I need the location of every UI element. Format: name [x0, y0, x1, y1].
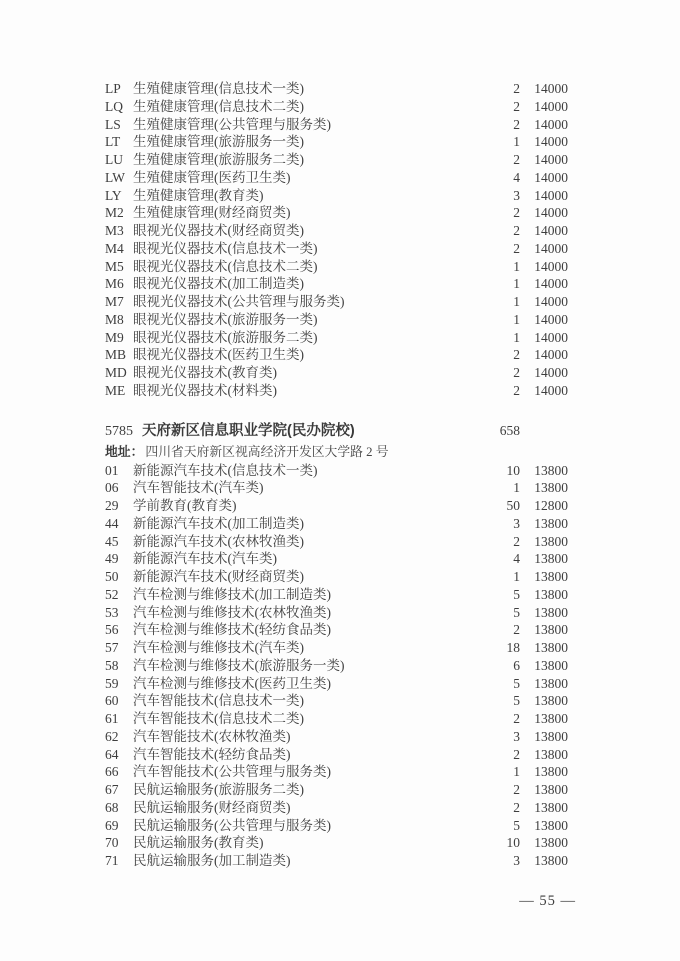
program-name: 生殖健康管理(财经商贸类) — [133, 205, 291, 221]
program-name: 眼视光仪器技术(加工制造类) — [133, 276, 304, 292]
program-quota: 3 — [513, 728, 520, 744]
program-fee: 14000 — [534, 187, 568, 203]
program-name: 眼视光仪器技术(公共管理与服务类) — [133, 294, 345, 309]
program-quota: 2 — [513, 205, 520, 221]
program-name: 眼视光仪器技术(旅游服务一类) — [133, 311, 318, 327]
program-fee: 14000 — [534, 276, 568, 292]
program-row — [105, 728, 568, 746]
program-fee: 14000 — [534, 347, 568, 363]
program-fee: 14000 — [534, 258, 568, 274]
program-quota: 2 — [513, 711, 520, 726]
program-code: 01 — [105, 462, 119, 478]
program-name: 眼视光仪器技术(教育类) — [133, 365, 277, 380]
program-code: M8 — [105, 311, 124, 327]
program-quota: 10 — [506, 462, 520, 478]
program-row — [105, 586, 568, 604]
program-fee: 13800 — [534, 799, 568, 815]
program-row — [105, 834, 568, 852]
program-code: 61 — [105, 711, 119, 726]
program-row — [105, 746, 568, 764]
program-name: 眼视光仪器技术(旅游服务二类) — [133, 329, 318, 345]
program-row — [105, 497, 568, 515]
program-quota: 10 — [506, 835, 520, 851]
program-fee: 13800 — [534, 728, 568, 744]
program-row — [105, 133, 568, 151]
program-quota: 2 — [513, 382, 520, 398]
program-name: 生殖健康管理(信息技术二类) — [133, 98, 304, 114]
page-number: — 55 — — [519, 893, 576, 909]
institution-total-count: 658 — [499, 422, 520, 438]
program-name: 生殖健康管理(医药卫生类) — [133, 169, 291, 185]
program-fee: 14000 — [534, 152, 568, 167]
program-code: M2 — [105, 205, 124, 221]
program-code: M5 — [105, 258, 124, 274]
institution-code: 5785 — [105, 423, 133, 439]
program-name: 汽车智能技术(轻纺食品类) — [133, 746, 291, 762]
program-quota: 1 — [513, 276, 520, 292]
program-fee: 13800 — [534, 569, 568, 584]
program-row — [105, 639, 568, 657]
program-quota: 2 — [513, 240, 520, 256]
program-name: 眼视光仪器技术(医药卫生类) — [133, 347, 304, 363]
program-code: 29 — [105, 498, 119, 513]
program-code: LY — [105, 187, 122, 203]
program-name: 生殖健康管理(教育类) — [133, 187, 264, 203]
program-name: 汽车检测与维修技术(加工制造类) — [133, 586, 331, 602]
program-name: 民航运输服务(加工制造类) — [133, 853, 291, 868]
program-code: LP — [105, 81, 121, 96]
program-code: 62 — [105, 728, 119, 744]
program-fee: 13800 — [534, 657, 568, 673]
program-code: LU — [105, 152, 123, 167]
program-name: 汽车检测与维修技术(汽车类) — [133, 640, 304, 655]
program-name: 汽车检测与维修技术(旅游服务一类) — [133, 657, 345, 673]
program-name: 民航运输服务(旅游服务二类) — [133, 782, 304, 797]
program-row — [105, 604, 568, 622]
program-fee: 13800 — [534, 817, 568, 833]
program-row — [105, 568, 568, 586]
address-text: 四川省天府新区视高经济开发区大学路 2 号 — [145, 444, 389, 459]
program-code: 69 — [105, 817, 119, 833]
program-fee: 14000 — [534, 205, 568, 221]
program-name: 生殖健康管理(旅游服务二类) — [133, 152, 304, 167]
program-quota: 1 — [513, 294, 520, 309]
program-quota: 6 — [513, 657, 520, 673]
program-quota: 1 — [513, 764, 520, 780]
program-row — [105, 817, 568, 835]
program-code: 44 — [105, 515, 119, 531]
program-fee: 13800 — [534, 764, 568, 780]
program-code: 70 — [105, 835, 119, 851]
program-code: LT — [105, 134, 121, 150]
program-quota: 2 — [513, 152, 520, 167]
program-quota: 4 — [513, 551, 520, 567]
program-quota: 2 — [513, 98, 520, 114]
program-quota: 2 — [513, 347, 520, 363]
program-fee: 14000 — [534, 116, 568, 132]
program-fee: 14000 — [534, 223, 568, 238]
program-row — [105, 204, 568, 222]
program-code: MD — [105, 365, 127, 380]
program-quota: 5 — [513, 586, 520, 602]
program-name: 新能源汽车技术(汽车类) — [133, 551, 277, 567]
program-row — [105, 799, 568, 817]
program-row — [105, 462, 568, 480]
program-fee: 13800 — [534, 782, 568, 797]
program-name: 民航运输服务(教育类) — [133, 835, 264, 851]
program-name: 汽车检测与维修技术(农林牧渔类) — [133, 604, 331, 620]
program-quota: 2 — [513, 81, 520, 96]
program-name: 民航运输服务(财经商贸类) — [133, 799, 291, 815]
program-fee: 12800 — [534, 498, 568, 513]
program-fee: 14000 — [534, 382, 568, 398]
program-row — [105, 311, 568, 329]
program-code: LW — [105, 169, 125, 185]
program-row — [105, 187, 568, 205]
program-name: 汽车智能技术(汽车类) — [133, 480, 264, 496]
program-code: M6 — [105, 276, 124, 292]
program-fee: 13800 — [534, 853, 568, 868]
program-row — [105, 329, 568, 347]
program-row — [105, 692, 568, 710]
program-fee: 13800 — [534, 711, 568, 726]
program-code: 06 — [105, 480, 119, 496]
program-name: 新能源汽车技术(加工制造类) — [133, 515, 304, 531]
program-row — [105, 275, 568, 293]
program-code: 45 — [105, 533, 119, 549]
program-fee: 13800 — [534, 462, 568, 478]
program-row — [105, 550, 568, 568]
program-name: 民航运输服务(公共管理与服务类) — [133, 817, 331, 833]
program-fee: 14000 — [534, 98, 568, 114]
program-quota: 1 — [513, 480, 520, 496]
program-row — [105, 710, 568, 728]
program-row — [105, 151, 568, 169]
program-quota: 2 — [513, 782, 520, 797]
program-code: M7 — [105, 294, 124, 309]
program-code: 60 — [105, 693, 119, 709]
program-code: LQ — [105, 98, 123, 114]
program-row — [105, 763, 568, 781]
program-quota: 2 — [513, 116, 520, 132]
program-fee: 14000 — [534, 365, 568, 380]
program-quota: 1 — [513, 329, 520, 345]
program-name: 新能源汽车技术(财经商贸类) — [133, 569, 304, 584]
program-row — [105, 852, 568, 870]
program-row — [105, 364, 568, 382]
program-quota: 1 — [513, 569, 520, 584]
program-row — [105, 169, 568, 187]
program-quota: 1 — [513, 311, 520, 327]
program-quota: 5 — [513, 604, 520, 620]
program-quota: 5 — [513, 693, 520, 709]
program-quota: 1 — [513, 134, 520, 150]
program-fee: 13800 — [534, 604, 568, 620]
program-row — [105, 675, 568, 693]
institution-header — [105, 421, 568, 442]
program-code: MB — [105, 347, 127, 363]
program-fee: 13800 — [534, 693, 568, 709]
program-row — [105, 533, 568, 551]
program-row — [105, 479, 568, 497]
program-fee: 14000 — [534, 240, 568, 256]
program-code: M3 — [105, 223, 124, 238]
program-fee: 14000 — [534, 294, 568, 309]
program-name: 生殖健康管理(公共管理与服务类) — [133, 116, 331, 132]
program-code: 71 — [105, 853, 119, 868]
program-quota: 5 — [513, 817, 520, 833]
program-quota: 2 — [513, 365, 520, 380]
program-row — [105, 222, 568, 240]
program-row — [105, 98, 568, 116]
program-name: 汽车检测与维修技术(医药卫生类) — [133, 675, 331, 691]
program-row — [105, 382, 568, 400]
program-fee: 14000 — [534, 311, 568, 327]
program-name: 眼视光仪器技术(信息技术一类) — [133, 240, 318, 256]
program-fee: 13800 — [534, 675, 568, 691]
program-code: 56 — [105, 622, 119, 638]
program-fee: 13800 — [534, 515, 568, 531]
program-rows-section-2 — [105, 462, 568, 870]
program-code: LS — [105, 116, 121, 132]
program-name: 眼视光仪器技术(材料类) — [133, 382, 277, 398]
program-quota: 2 — [513, 746, 520, 762]
program-code: 58 — [105, 657, 119, 673]
program-code: 59 — [105, 675, 119, 691]
institution-name: 天府新区信息职业学院(民办院校) — [142, 422, 355, 439]
program-code: 49 — [105, 551, 119, 567]
program-fee: 14000 — [534, 169, 568, 185]
program-name: 汽车检测与维修技术(轻纺食品类) — [133, 622, 331, 638]
program-fee: 14000 — [534, 134, 568, 150]
program-name: 汽车智能技术(信息技术一类) — [133, 693, 304, 709]
program-code: 50 — [105, 569, 119, 584]
page-content — [105, 80, 568, 870]
program-quota: 2 — [513, 799, 520, 815]
program-row — [105, 515, 568, 533]
program-row — [105, 116, 568, 134]
program-fee: 13800 — [534, 551, 568, 567]
program-code: 68 — [105, 799, 119, 815]
program-row — [105, 621, 568, 639]
program-name: 学前教育(教育类) — [133, 498, 237, 513]
program-code: 53 — [105, 604, 119, 620]
institution-address-line — [105, 442, 568, 462]
program-name: 生殖健康管理(信息技术一类) — [133, 81, 304, 96]
program-code: 66 — [105, 764, 119, 780]
program-quota: 2 — [513, 533, 520, 549]
program-code: M4 — [105, 240, 124, 256]
program-fee: 14000 — [534, 81, 568, 96]
program-name: 汽车智能技术(农林牧渔类) — [133, 728, 291, 744]
program-quota: 4 — [513, 169, 520, 185]
program-fee: 13800 — [534, 533, 568, 549]
program-quota: 50 — [506, 498, 520, 513]
program-row — [105, 258, 568, 276]
program-quota: 3 — [513, 853, 520, 868]
program-fee: 13800 — [534, 622, 568, 638]
program-code: 52 — [105, 586, 119, 602]
program-fee: 14000 — [534, 329, 568, 345]
program-row — [105, 346, 568, 364]
program-quota: 3 — [513, 187, 520, 203]
program-name: 新能源汽车技术(农林牧渔类) — [133, 533, 304, 549]
program-code: 67 — [105, 782, 119, 797]
program-code: 57 — [105, 640, 119, 655]
program-quota: 3 — [513, 515, 520, 531]
program-fee: 13800 — [534, 586, 568, 602]
program-row — [105, 240, 568, 258]
program-rows-section-1 — [105, 80, 568, 400]
program-name: 汽车智能技术(信息技术二类) — [133, 711, 304, 726]
program-code: M9 — [105, 329, 124, 345]
program-fee: 13800 — [534, 746, 568, 762]
program-row — [105, 80, 568, 98]
program-name: 生殖健康管理(旅游服务一类) — [133, 134, 304, 150]
program-quota: 2 — [513, 622, 520, 638]
program-code: ME — [105, 382, 126, 398]
program-quota: 18 — [506, 640, 520, 655]
program-quota: 1 — [513, 258, 520, 274]
program-fee: 13800 — [534, 640, 568, 655]
program-fee: 13800 — [534, 480, 568, 496]
program-fee: 13800 — [534, 835, 568, 851]
program-name: 眼视光仪器技术(信息技术二类) — [133, 258, 318, 274]
program-row — [105, 781, 568, 799]
program-name: 汽车智能技术(公共管理与服务类) — [133, 764, 331, 780]
program-row — [105, 293, 568, 311]
program-name: 新能源汽车技术(信息技术一类) — [133, 462, 318, 478]
program-code: 64 — [105, 746, 119, 762]
program-row — [105, 657, 568, 675]
program-quota: 2 — [513, 223, 520, 238]
program-quota: 5 — [513, 675, 520, 691]
program-name: 眼视光仪器技术(财经商贸类) — [133, 223, 304, 238]
address-label: 地址： — [105, 443, 144, 459]
